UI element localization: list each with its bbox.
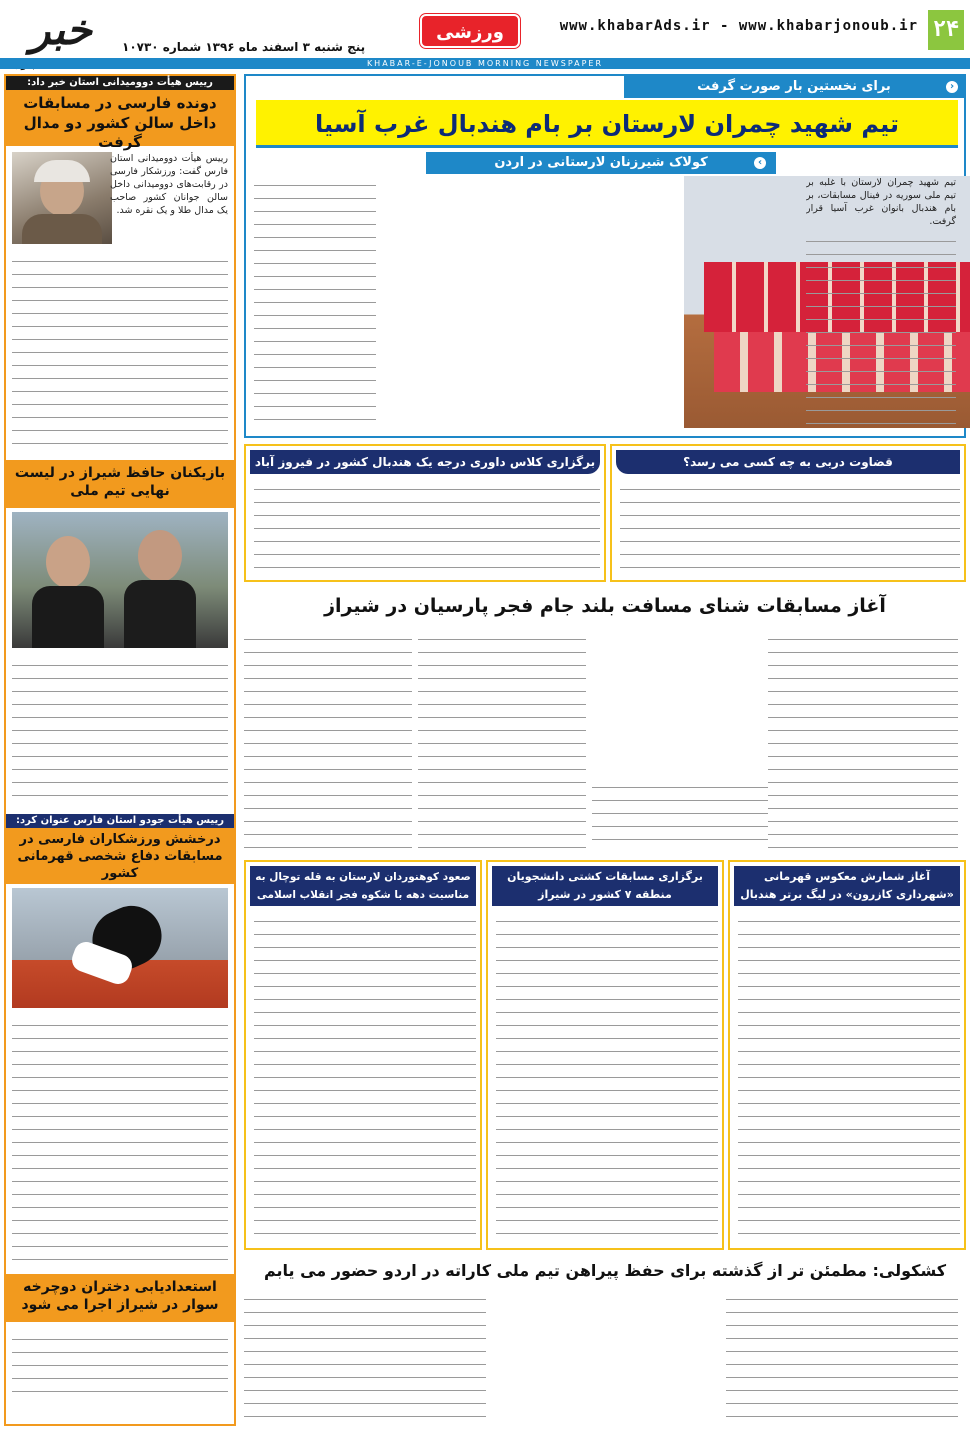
left-column bbox=[4, 74, 236, 1426]
s1-kicker: رییس هیأت دوومیدانی استان خبر داد: bbox=[6, 76, 234, 90]
swim-headline: آغاز مسابقات شنای مسافت بلند جام فجر پارسیان در شیراز bbox=[324, 595, 886, 617]
s3-headline: درخشش ورزشکاران فارسی در مسابقات دفاع شخصی قهرمانی کشور bbox=[6, 828, 234, 884]
refs-class-headline: برگزاری کلاس داوری درجه یک هندبال کشور در فیروز آباد bbox=[250, 450, 600, 474]
refs-class-lines bbox=[254, 480, 600, 576]
tagline-bar: KHABAR-E-JONOUB MORNING NEWSPAPER bbox=[0, 58, 970, 69]
climbing-lines bbox=[254, 912, 476, 1244]
newspaper-logo bbox=[6, 2, 116, 60]
s4-text-lines bbox=[12, 1330, 228, 1400]
section-label: ورزشی bbox=[420, 14, 520, 48]
lead-text-lines bbox=[806, 232, 956, 428]
s1-text-lines bbox=[12, 252, 228, 452]
s1-body bbox=[12, 152, 228, 244]
swim-col-mid-lines bbox=[418, 630, 586, 850]
lead-subtitle: کولاک شیرزنان لارستانی در اردن bbox=[426, 152, 776, 174]
swim-col-photo-lines bbox=[592, 778, 768, 850]
swim-story bbox=[244, 588, 966, 854]
page-number: ۲۴ bbox=[928, 10, 964, 50]
s1-portrait-photo bbox=[12, 152, 112, 244]
derby-box bbox=[610, 444, 966, 582]
s3-kicker: رییس هیأت جودو استان فارس عنوان کرد: bbox=[6, 814, 234, 828]
climbing-box bbox=[244, 860, 482, 1250]
wrestling-headline: برگزاری مسابقات کشتی دانشجویان منطقه ۷ کشور در شیراز bbox=[492, 866, 718, 906]
derby-headline: قضاوت دربی به چه کسی می رسد؟ bbox=[616, 450, 960, 474]
karate-col-left-lines bbox=[244, 1290, 486, 1424]
s3-judo-photo bbox=[12, 888, 228, 1008]
s3-text-lines bbox=[12, 1016, 228, 1266]
lead-col-left-lines bbox=[254, 176, 376, 428]
swim-col-right-lines bbox=[768, 630, 958, 850]
karate-headline: کشکولی: مطمئن تر از گذشته برای حفظ پیراهن تیم ملی کاراته در اردو حضور می یابم bbox=[263, 1261, 947, 1280]
derby-lines bbox=[620, 480, 960, 576]
s2-headline: بازیکنان حافظ شیراز در لیست نهایی تیم ملی bbox=[6, 460, 234, 508]
s1-headline: دونده فارسی در مسابقات داخل سالن کشور دو مدال گرفت bbox=[6, 90, 234, 146]
kazeroun-lines bbox=[738, 912, 960, 1244]
site-urls[interactable]: www.khabarAds.ir - www.khabarjonoub.ir bbox=[559, 18, 918, 34]
lead-kicker: برای نخستین بار صورت گرفت bbox=[624, 76, 964, 98]
logo-text: خبر bbox=[30, 5, 92, 54]
s2-text-lines bbox=[12, 656, 228, 806]
swim-col-left-lines bbox=[244, 630, 412, 850]
masthead bbox=[0, 0, 970, 72]
s1-lead-text: رییس هیأت دوومیدانی استان فارس گفت: ورزشکار فارسی در رقابت‌های دوومیدانی داخل سالن جوانان کشور صاحب یک مدال طلا و یک نقره شد. bbox=[110, 153, 228, 216]
s4-headline: استعدادیابی دختران دوچرخه سوار در شیراز اجرا می شود bbox=[6, 1274, 234, 1322]
karate-col-right-lines bbox=[726, 1290, 958, 1424]
wrestling-lines bbox=[496, 912, 718, 1244]
lead-headline: تیم شهید چمران لارستان بر بام هندبال غرب آسیا bbox=[256, 100, 958, 148]
karate-story bbox=[244, 1256, 966, 1426]
chevron-icon-2: › bbox=[752, 155, 768, 171]
kazeroun-box bbox=[728, 860, 966, 1250]
chevron-icon: ‹ bbox=[944, 79, 960, 95]
lead-text: تیم شهید چمران لارستان با غلبه بر تیم ملی سوریه در فینال مسابقات، بر بام هندبال بانوان غرب آسیا قرار گرفت. bbox=[806, 177, 956, 227]
refs-class-box bbox=[244, 444, 606, 582]
lead-story-box bbox=[244, 74, 966, 438]
kazeroun-headline: آغاز شمارش معکوس قهرمانی «شهرداری کازرون» در لیگ برتر هندبال bbox=[734, 866, 960, 906]
wrestling-box bbox=[486, 860, 724, 1250]
issue-dateline: پنج شنبه ۳ اسفند ماه ۱۳۹۶ شماره ۱۰۷۳۰ bbox=[122, 40, 366, 54]
s2-players-photo bbox=[12, 512, 228, 648]
climbing-headline: صعود کوهنوردان لارستان به قله توچال به مناسبت دهه با شکوه فجر انقلاب اسلامی bbox=[250, 866, 476, 906]
